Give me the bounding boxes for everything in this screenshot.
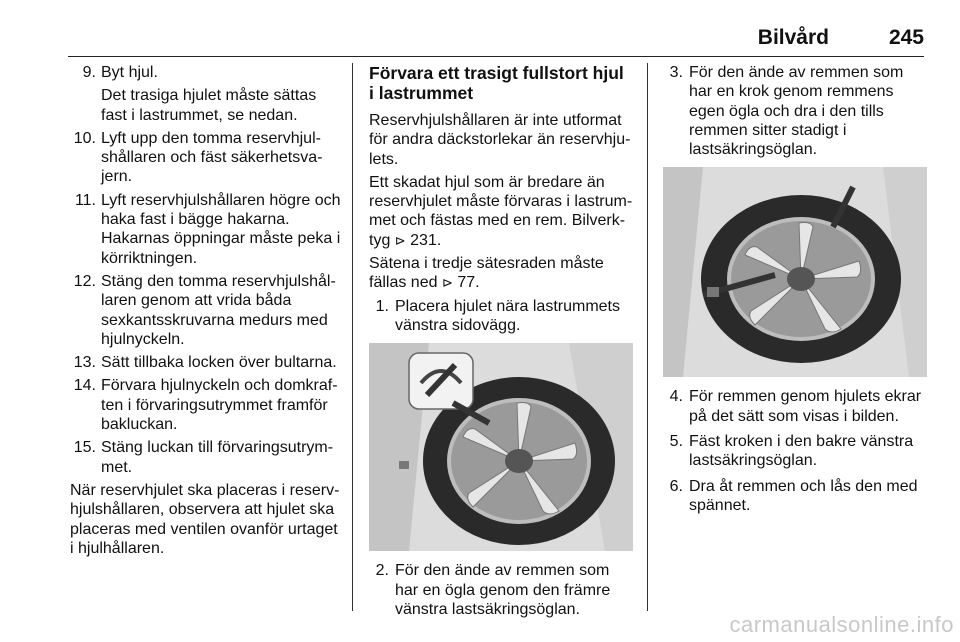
closing-paragraph: När reservhjulet ska placeras i reservhjulshållaren, observera att hjulet ska placeras med ventilen ovanför urtaget i hjulhållaren. xyxy=(70,481,340,557)
item-number: 6. xyxy=(669,477,683,495)
page-number: 245 xyxy=(888,26,924,49)
item-number: 13. xyxy=(73,354,96,372)
item-number: 10. xyxy=(73,129,96,147)
reference-arrow-icon: ⊳ xyxy=(394,232,406,248)
item-text: Sätt tillbaka locken över bultarna. xyxy=(101,354,337,372)
item-text: För remmen genom hjulets ekrar på det sätt som visas i bilden. xyxy=(689,388,922,425)
item-text: Dra åt remmen och lås den med spännet. xyxy=(689,477,918,514)
item-text: Stäng den tomma reservhjulshållaren genom att vrida båda sexkantsskruvarna medurs med hjulnyckeln. xyxy=(101,272,336,348)
list-item xyxy=(369,297,633,336)
paragraph-text: Sätena i tredje sätesraden måste fällas ned xyxy=(369,255,604,292)
item-number: 15. xyxy=(73,439,96,457)
spare-wheel-figure-2 xyxy=(663,167,927,377)
column-left xyxy=(70,63,342,562)
item-text: För den ände av remmen som har en krok genom remmens egen ögla och dra i den tills remmen sitter stadigt i lastsäkringsöglan. xyxy=(689,64,904,159)
item-text: Placera hjulet nära lastrummets vänstra sidovägg. xyxy=(395,297,620,334)
list-item xyxy=(70,376,342,434)
paragraph-text: Ett skadat hjul som är bredare än reservhjulet måste förvaras i lastrummet och fästas med en rem. Bilverktyg xyxy=(369,173,633,249)
item-number: 5. xyxy=(669,433,683,451)
item-number: 9. xyxy=(82,64,96,81)
page-reference[interactable]: 231. xyxy=(410,231,442,249)
column-right xyxy=(663,63,927,521)
list-item xyxy=(70,438,342,477)
list-item xyxy=(663,63,927,159)
page-header xyxy=(68,26,924,57)
item-number: 4. xyxy=(669,388,683,406)
paragraph: Reservhjulshållaren är inte utformat för andra däckstorlekar än reservhjulets. xyxy=(369,112,631,168)
list-item xyxy=(70,353,342,372)
list-item xyxy=(70,63,342,125)
list-item xyxy=(663,387,927,426)
item-number: 3. xyxy=(669,64,683,81)
paragraph xyxy=(369,254,633,293)
list-item xyxy=(663,432,927,471)
section-title: Bilvård xyxy=(757,26,829,49)
reference-arrow-icon: ⊳ xyxy=(441,275,453,291)
list-item xyxy=(663,477,927,516)
item-text: Fäst kroken i den bakre vänstra lastsäkringsöglan. xyxy=(689,433,914,470)
column-divider xyxy=(352,63,353,611)
item-text: För den ände av remmen som har en ögla genom den främre vänstra lastsäkringsöglan. xyxy=(395,562,611,618)
watermark: carmanualsonline.info xyxy=(729,612,954,637)
item-number: 12. xyxy=(73,272,96,290)
item-text: Lyft upp den tomma reservhjulshållaren och fäst säkerhetsvajern. xyxy=(101,129,323,186)
item-number: 1. xyxy=(375,297,389,315)
section-heading: Förvara ett trasigt fullstort hjul i lastrummet xyxy=(369,63,624,103)
item-text: Lyft reservhjulshållaren högre och haka fast i bägge hakarna. Hakarnas öppningar måste peka i körriktningen. xyxy=(101,191,341,267)
item-number: 2. xyxy=(375,562,389,580)
item-text: Byt hjul. xyxy=(101,64,158,81)
column-middle xyxy=(369,63,633,623)
list-item xyxy=(70,191,342,268)
spare-wheel-figure-1 xyxy=(369,343,633,551)
item-number: 11. xyxy=(74,191,96,209)
paragraph xyxy=(369,173,633,250)
column-divider xyxy=(647,63,648,611)
list-item xyxy=(369,561,633,619)
list-item xyxy=(70,129,342,187)
item-number: 14. xyxy=(73,377,96,395)
item-text: Stäng luckan till förvaringsutrymmet. xyxy=(101,439,334,476)
item-text: Förvara hjulnyckeln och domkraften i förvaringsutrymmet framför bakluckan. xyxy=(101,377,338,434)
page-reference[interactable]: 77. xyxy=(457,274,480,292)
item-subtext: Det trasiga hjulet måste sättas fast i lastrummet, se nedan. xyxy=(101,87,317,124)
list-item xyxy=(70,272,342,349)
